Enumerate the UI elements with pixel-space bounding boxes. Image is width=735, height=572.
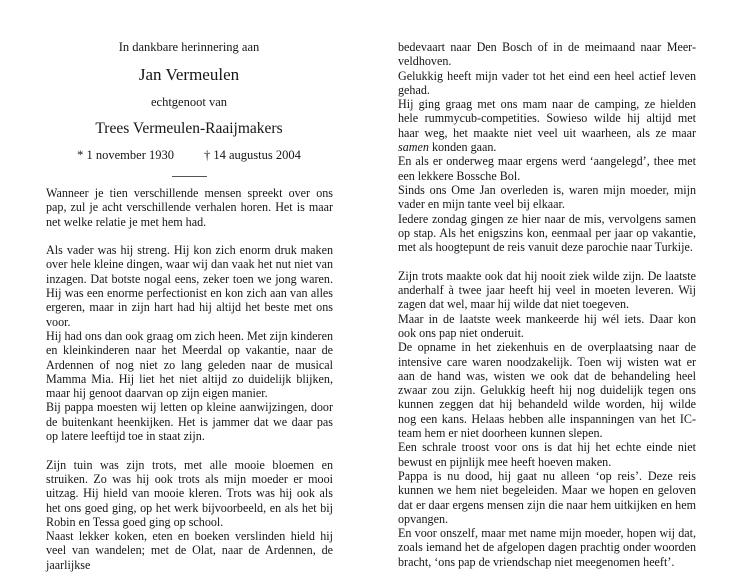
death-date: † 14 augustus 2004 xyxy=(203,148,301,162)
spouse-label: echtgenoot van xyxy=(150,95,227,109)
text-span: Hij ging graag met ons mam naar de camping, ze hielden hele rummycub-competities. Sowieso wilde hij altijd met haar weg, het maakte niet veel uit waarheen, als ze maar xyxy=(398,97,696,140)
paragraph-gap xyxy=(46,229,333,243)
left-page xyxy=(0,0,367,572)
life-dates xyxy=(46,148,332,163)
paragraph-gap xyxy=(398,254,696,268)
paragraph: Een schrale troost voor ons is dat hij het echte einde niet bewust en pijnlijk mee heeft hoeven maken. xyxy=(398,440,696,469)
left-body-text xyxy=(46,186,333,572)
paragraph: Hij had ons dan ook graag om zich heen. Met zijn kinderen en kleinkinderen naar het Meerdal op vakantie, naar de Ardennen of nog niet zo lang geleden naar de musical Mamma Mia. Hij liet het niet altijd zo duidelijk blijken, maar hij genoot daarvan op zijn eigen manier. xyxy=(46,328,333,401)
deceased-name: Jan Vermeulen xyxy=(138,65,240,84)
paragraph xyxy=(398,97,696,154)
paragraph: Gelukkig heeft mijn vader tot het eind een heel actief leven gehad. xyxy=(398,68,696,97)
paragraph: Bij pappa moesten wij letten op kleine aanwijzingen, door de buitenkant heenkijken. Het is jammer dat we daar pas op latere leeftijd toe in staat zijn. xyxy=(46,400,333,444)
text-span: konden gaan. xyxy=(431,140,497,155)
paragraph: En voor onszelf, maar met name mijn moeder, hopen wij dat, zoals iemand het de afgelopen dagen prachtig onder woorden bracht, ‘ons pap de vriendschap niet meegenomen heeft’. xyxy=(398,526,696,569)
paragraph: Wanneer je tien verschillende mensen spreekt over ons pap, zul je acht verschillende verhalen horen. Het is maar net welke relatie je met hem had. xyxy=(46,186,333,229)
intro-line: In dankbare herinnering aan xyxy=(118,40,260,54)
paragraph: bedevaart naar Den Bosch of in de meimaand naar Meer-veldhoven. xyxy=(398,40,696,69)
birth-date: * 1 november 1930 xyxy=(77,148,174,162)
paragraph: Naast lekker koken, eten en boeken verslinden hield hij veel van wandelen; met de Olat, naar de Ardennen, de jaarlijkse xyxy=(46,529,333,572)
paragraph: Als vader was hij streng. Hij kon zich enorm druk maken over hele kleine dingen, waar wij dan vaak het nut niet van inzagen. Dat botste nogal eens, zeker toen we jong waren. Hij was een enorme perfectionist en kon zich aan van alles ergeren, maar in zijn hart had hij altijd het beste met ons voor. xyxy=(46,243,333,329)
paragraph: Sinds ons Ome Jan overleden is, waren mijn moeder, mijn vader en mijn tante veel bij elkaar. xyxy=(398,182,696,212)
emphasis-text: samen xyxy=(398,140,429,155)
paragraph: Zijn trots maakte ook dat hij nooit ziek wilde zijn. De laatste anderhalf à twee jaar heeft hij veel in moeten leveren. Wij zagen dat wel, maar hij wilde dat niet toegeven. xyxy=(398,268,696,312)
right-page xyxy=(367,0,735,569)
paragraph: De opname in het ziekenhuis en de overplaatsing naar de intensive care waren noodzakelijk. Toen wij wisten wat er aan de hand was, wisten we ook dat de behandeling heel zwaar zou zijn. Gelukkig heeft hij nog duidelijk tegen ons kunnen zeggen dat hij behandeld wilde worden, hij wilde nog een kans. Helaas hebben alle inspanningen van het IC-team hem er niet doorheen kunnen slepen. xyxy=(398,340,696,441)
paragraph: Zijn tuin was zijn trots, met alle mooie bloemen en struiken. Zo was hij ook trots als mijn moeder er mooi uitzag. Hij hield van mooie kleren. Trots was hij ook als het ons goed ging, op het werk bijvoorbeeld, en als het bij Robin en Tessa goed ging op school. xyxy=(46,457,333,529)
paragraph: Iedere zondag gingen ze hier naar de mis, vervolgens samen op stap. Als het enigszins kon, eenmaal per jaar op vakantie, met als hoogtepunt de reis vanuit deze parochie naar Turkije. xyxy=(398,211,696,255)
right-body-text xyxy=(398,40,696,569)
paragraph: Maar in de laatste week mankeerde hij wél iets. Daar kon ook ons pap niet onderuit. xyxy=(398,311,696,340)
divider-line xyxy=(172,176,207,177)
paragraph: Pappa is nu dood, hij gaat nu alleen ‘op reis’. Deze reis kunnen we hem niet begeleiden. Maar we hopen en geloven dat er daar ergens mensen zijn die naar hem uitkijken en hem opvangen. xyxy=(398,468,696,526)
paragraph-gap xyxy=(46,443,333,457)
paragraph: En als er onderweg maar ergens werd ‘aangelegd’, thee met een lekkere Bossche Bol. xyxy=(398,154,696,183)
spouse-name: Trees Vermeulen-Raaijmakers xyxy=(95,120,283,137)
memorial-header xyxy=(46,40,332,177)
